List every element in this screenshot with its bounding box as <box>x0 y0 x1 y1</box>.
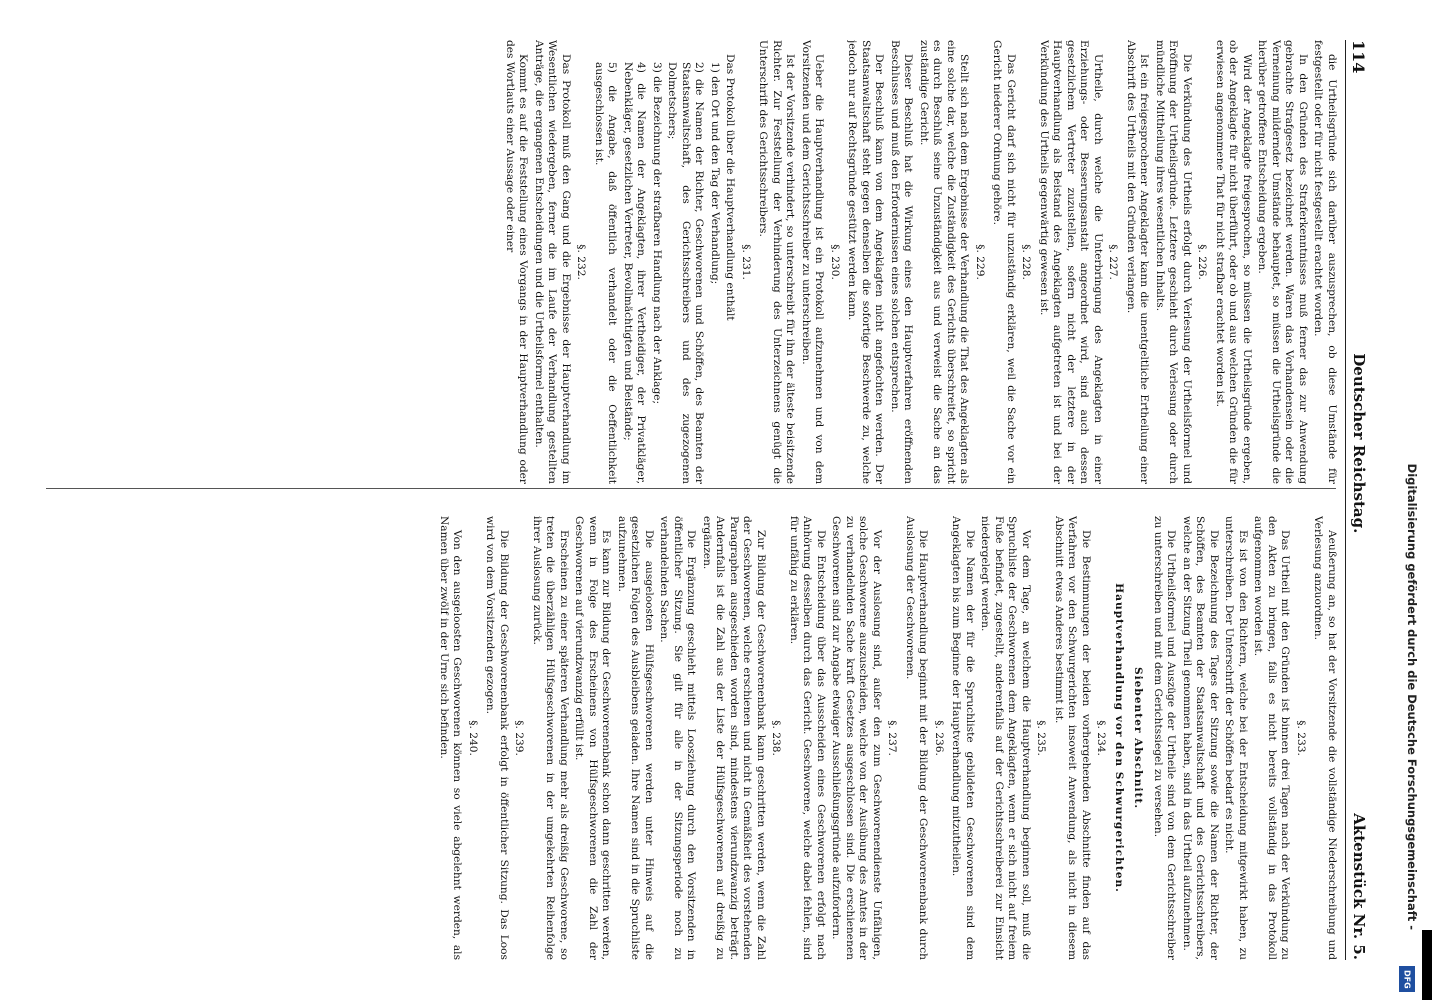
section-number: §. 236. <box>933 720 945 756</box>
paragraph: Die Bezeichnung des Tages der Sitzung sowie die Namen der Richter, der Schöffen, des Beamten der Staatsanwaltschaft und des Gerichtsschreibers, welche an der Sitzung Theil genommen haben, sind in das Urtheil aufzunehmen. <box>1181 516 1220 960</box>
paragraph: Die Bildung der Geschworenenbank erfolgt in öffentlicher Sitzung. Das Loos wird von dem Vorsitzenden gezogen. <box>484 516 510 960</box>
right-text-column <box>38 516 1338 960</box>
paragraph: die Urtheilsgründe sich darüber auszusprechen, ob diese Umstände für festgestellt oder für nicht festgestellt erachtet worden. <box>1312 40 1338 484</box>
list-item: 4) die Namen der Angeklagten, ihrer Vertheidiger, der Privatkläger, Nebenkläger, gesetzlichen Vertreter, Bevollmächtigten und Beistände; <box>622 62 648 484</box>
section-heading: Hauptverhandlung vor den Schwurgerichten. <box>1113 583 1125 893</box>
paragraph: In den Gründen des Straferkenntnisses muß ferner das zur Anwendung gebrachte Strafgesetz bezeichnet werden. Waren das Vorhandensein oder die Verneinung mildernder Umstände behauptet, so müssen die Urtheilsgründe die hierüber getroffene Entscheidung ergeben. <box>1256 40 1309 484</box>
section-number: §. 238. <box>770 720 783 756</box>
paragraph: Ist der Vorsitzende verhindert, so unterschreibt für ihn der älteste beisitzende Richter. Zur Feststellung der Verhinderung des Unterzeichnens genügt die Unterschrift des Gerichtsschreibers. <box>757 40 797 484</box>
paragraph: Kommt es auf die Feststellung eines Vorgangs in der Hauptverhandlung oder des Wortlauts einer Aussage oder einer <box>504 40 530 484</box>
document-reference: Aktenstück Nr. 5. <box>1350 813 1368 960</box>
column-divider <box>46 488 1336 489</box>
paragraph: Wird der Angeklagte freigesprochen, so müssen die Urtheilsgründe ergeben, ob der Angeklagte für nicht überführt, oder ob und aus welchen Gründen die für erwiesen angenommene That für nicht strafbar erachtet worden ist. <box>1214 40 1253 484</box>
paragraph: Vor dem Tage, an welchem die Hauptverhandlung beginnen soll, muß die Spruchliste der Geschworenen dem Angeklagten, wenn er sich nicht auf freiem Fuße befindet, zugestellt, anderenfalls auf der Gerichtsschreiberei zur Einsicht niedergelegt werden. <box>979 516 1032 960</box>
paragraph: Das Protokoll über die Hauptverhandlung enthält <box>724 54 737 321</box>
paragraph: Dieser Beschluß hat die Wirkung eines den Hauptverfahren eröffnenden Beschlusses und muß den Erfordernissen eines solchen entsprechen. <box>889 40 915 484</box>
paragraph: Vor der Auslosung sind, außer den zum Geschworenendienste Unfähigen, solche Geschworene auszuscheiden, welche von der Ausübung des Amtes in der zu verhandelnden Sache kraft Gesetzes ausgeschlossen sind. Die erschienenen Geschworenen sind zur Angabe etwaiger Ausschließungsgründe aufzufordern. <box>830 516 883 960</box>
section-number: §. 235. <box>1035 720 1048 756</box>
list-item: 1) den Ort und den Tag der Verhandlung; <box>709 62 721 285</box>
paragraph: Von den ausgeloosten Geschworenen können so viele abgelehnt werden, als Namen über zwölf in der Urne sich befinden. <box>438 516 464 960</box>
paragraph: Das Protokoll muß den Gang und die Ergebnisse der Hauptverhandlung im Wesentlichen wiedergeben, ferner die im Laufe der Verhandlung gestellten Anträge, die ergangenen Entscheidungen und die Urtheilsformel enthalten. <box>533 40 572 484</box>
dfg-logo: DFG <box>1399 966 1415 992</box>
page-header <box>1345 40 1372 960</box>
paragraph: Ist ein freigesprochener Angeklagter kann die unentgeltliche Ertheilung einer Abschrift des Urtheils mit den Gründen verlangen. <box>1125 40 1151 484</box>
digitization-note: Digitalisierung gefördert durch die Deutsche Forschungsgemeinschaft - <box>1405 463 1419 930</box>
scan-edge-mark <box>1422 930 1432 1000</box>
section-number: §. 232. <box>575 244 588 280</box>
section-number: §. 233. <box>1295 720 1307 756</box>
paragraph: Die Ergänzung geschieht mittels Loosziehung durch den Vorsitzenden in öffentlicher Sitzung. Sie gilt für alle in der Sitzungsperiode noch zu verhandelnden Sachen. <box>658 516 698 960</box>
paragraph: Die Urtheilsformel und Auszüge der Urtheile sind von dem Gerichtsschreiber zu unterschreiben und mit dem Gerichtssiegel zu versehen. <box>1152 516 1178 960</box>
section-number: §. 234. <box>1095 720 1108 756</box>
section-number: §. 228. <box>1020 244 1033 280</box>
section-number: §. 227. <box>1107 244 1120 280</box>
list-item: 2) die Namen der Richter, Geschworenen und Schöffen, des Beamten der Staatsanwaltschaft, des Gerichtsschreibers und des zugezogenen Dolmetschers; <box>666 62 706 484</box>
paragraph: Die Bestimmungen der beiden vorhergehenden Abschnitte finden auf das Verfahren vor den Schwurgerichten insoweit Anwendung, als nicht in diesem Abschnitt etwas Anderes bestimmt ist. <box>1053 516 1092 960</box>
paragraph: Die ausgeloosten Hülfsgeschworenen werden unter Hinweis auf die gesetzlichen Folgen des Ausbleibens geladen. Ihre Namen sind in die Spruchliste aufzunehmen. <box>616 516 655 960</box>
section-number: §. 229. <box>974 244 986 280</box>
paragraph: Die Namen der für die Spruchliste gebildeten Geschworenen sind dem Angeklagten bis zum Beginne der Hauptverhandlung mitzutheilen. <box>950 516 976 960</box>
digitization-sidebar <box>1392 0 1432 1000</box>
section-number: §. 237. <box>886 720 899 756</box>
section-number: §. 239. <box>513 720 526 756</box>
list-item: 3) die Bezeichnung der strafbaren Handlung nach der Anklage; <box>651 62 663 405</box>
section-heading: Siebenter Abschnitt. <box>1132 666 1145 810</box>
section-number: §. 230. <box>829 244 841 280</box>
paragraph: Das Urtheil mit den Gründen ist binnen drei Tagen nach der Verkündung zu den Akten zu bringen, falls es nicht bereits vollständig in das Protokoll aufgenommen worden ist. <box>1252 516 1292 960</box>
paragraph: Das Gericht darf sich nicht für unzuständig erklären, weil die Sache vor ein Gericht niederer Ordnung gehöre. <box>991 40 1017 484</box>
running-title: Deutscher Reichstag. <box>1350 353 1368 534</box>
section-number: §. 240. <box>467 720 479 756</box>
paragraph: Die Verkündung des Urtheils erfolgt durch Verlesung der Urtheilsformel und Eröffnung der Urtheilsgründe. Letztere geschieht durch Verlesung oder durch mündliche Mittheilung ihres wesentlichen Inhalts. <box>1154 40 1193 484</box>
list-item: 5) die Angabe, daß öffentlich verhandelt oder die Oeffentlichkeit ausgeschlossen ist. <box>593 62 619 484</box>
paragraph: Aeußerung an, so hat der Vorsitzende die vollständige Niederschreibung und Verlesung anzuordnen. <box>1312 516 1338 960</box>
paragraph: Urtheile, durch welche die Unterbringung des Angeklagten in einer Erziehungs- oder Besserungsanstalt angeordnet wird, sind auch dessen gesetzlichem Vertreter zuzustellen, sofern nicht der letztere in der Hauptverhandlung als Beistand des Angeklagten aufgetreten ist und bei der Verkündung des Urtheils gegenwärtig gewesen ist. <box>1038 40 1104 484</box>
paragraph: Die Hauptverhandlung beginnt mit der Bildung der Geschworenenbank durch Auslosung der Geschworenen. <box>904 516 930 960</box>
paragraph: Erscheinen zu einer späteren Verhandlung mehr als dreißig Geschworene, so treten die überzähligen Hülfsgeschworenen in der umgekehrten Reihenfolge ihrer Auslosung zurück. <box>531 516 570 960</box>
paragraph: Es kann zur Bildung der Geschworenenbank schon dann geschritten werden, wenn in Folge des Erscheinens von Hülfsgeschworenen die Zahl der Geschworenen auf vierundzwanzig erfüllt ist. <box>573 516 613 960</box>
paragraph: Ueber die Hauptverhandlung ist ein Protokoll aufzunehmen und von dem Vorsitzenden und dem Gerichtsschreiber zu unterschreiben. <box>800 40 826 484</box>
paragraph: Stellt sich nach dem Ergebnisse der Verhandlung die That des Angeklagten als eine solche dar, welche die Zuständigkeit des Gerichts überschreitet, so spricht es durch Beschluß seine Unzuständigkeit aus und verweist die Sache an das zuständige Gericht. <box>918 40 971 484</box>
page-number: 114 <box>1349 40 1369 74</box>
paragraph: Es ist von den Richtern, welche bei der Entscheidung mitgewirkt haben, zu unterschreiben. Der Unterschrift der Schöffen bedarf es nicht. <box>1223 516 1249 960</box>
paragraph: Der Beschluß kann von dem Angeklagten nicht angefochten werden. Der Staatsanwaltschaft steht gegen denselben die sofortige Beschwerde zu, welche jedoch nur auf Rechtsgründe gestützt werden kann. <box>846 40 886 484</box>
section-number: §. 226. <box>1196 244 1209 280</box>
section-number: §. 231. <box>740 244 752 280</box>
paragraph: Die Entscheidung über das Ausscheiden eines Geschworenen erfolgt nach Anhörung desselben durch das Gericht. Geschworene, welche dabei fehlen, sind für unfähig zu erklären. <box>788 516 827 960</box>
left-text-column <box>38 40 1338 484</box>
paragraph: Zur Bildung der Geschworenenbank kann geschritten werden, wenn die Zahl der Geschworenen, welche erschienen und nicht in Gemäßheit des vorstehenden Paragraphen ausgeschieden worden sind, mindestens vierundzwanzig beträgt. Andernfalls ist die Zahl aus der Liste der Hülfsgeschworenen auf dreißig zu ergänzen. <box>701 516 767 960</box>
